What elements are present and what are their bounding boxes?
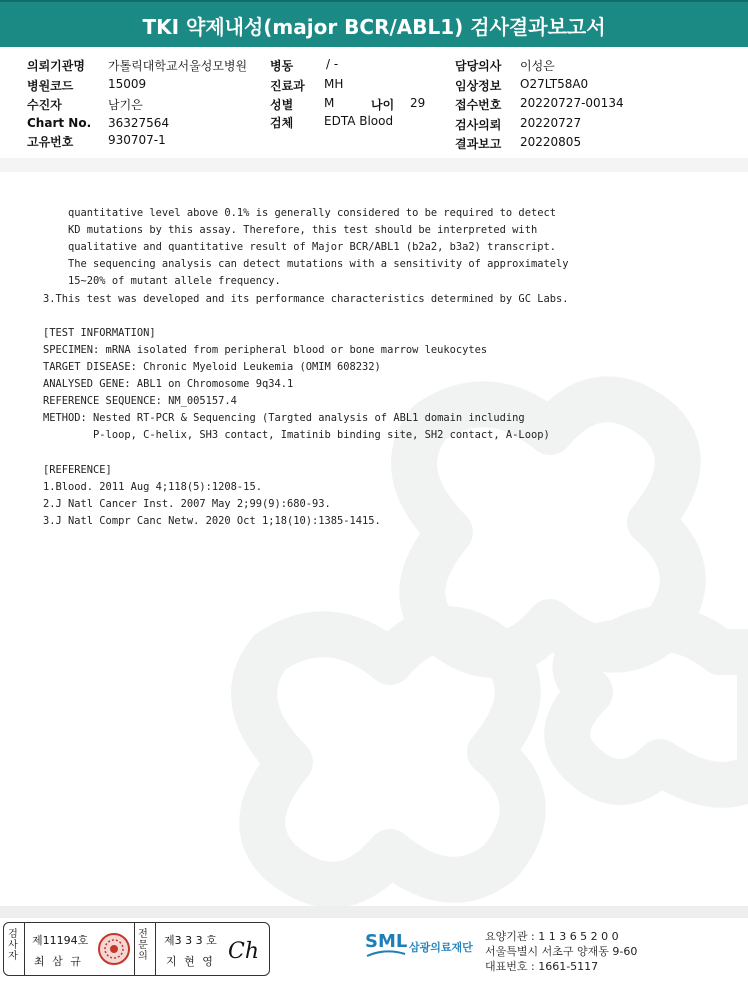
patient-info-panel	[0, 47, 748, 167]
value-department: MH	[324, 77, 344, 91]
label-receipt-no: 접수번호	[455, 98, 502, 112]
report-line: 1.Blood. 2011 Aug 4;118(5):1208-15.	[43, 480, 262, 493]
footer-divider	[0, 906, 748, 918]
label-unique-no: 고유번호	[27, 135, 74, 149]
value-requesting-institution: 가톨릭대학교서울성모병원	[108, 59, 248, 73]
label-clinical-info: 임상정보	[455, 79, 502, 93]
report-line: qualitative and quantitative result of Major BCR/ABL1 (b2a2, b3a2) transcript.	[43, 241, 556, 254]
label-department: 진료과	[270, 79, 305, 93]
specialist-name: 지 현 영	[166, 955, 215, 968]
report-line: METHOD: Nested RT-PCR & Sequencing (Targted analysis of ABL1 domain including	[43, 412, 525, 425]
org-address: 서울특별시 서초구 양재동 9-60	[485, 945, 638, 958]
report-body	[0, 172, 748, 907]
value-clinical-info: O27LT58A0	[520, 77, 589, 91]
value-unique-no: 930707-1	[108, 133, 166, 147]
report-line: [REFERENCE]	[43, 463, 112, 476]
value-report-date: 20220805	[520, 135, 582, 149]
seal-stamp	[96, 931, 132, 967]
report-line: 3.J Natl Compr Canc Netw. 2020 Oct 1;18(10):1385-1415.	[43, 514, 381, 527]
report-line: SPECIMEN: mRNA isolated from peripheral blood or bone marrow leukocytes	[43, 343, 488, 356]
specialist-label: 전 문 의	[138, 929, 148, 962]
label-sex: 성별	[270, 98, 294, 112]
report-line: quantitative level above 0.1% is generally considered to be required to detect	[43, 207, 556, 219]
report-line: KD mutations by this assay. Therefore, this test should be interpreted with	[43, 224, 538, 237]
label-ward: 병동	[270, 59, 294, 73]
signature-box	[3, 922, 270, 976]
signature-separator	[155, 923, 156, 975]
label-specimen: 검체	[270, 116, 294, 130]
report-title: TKI 약제내성(major BCR/ABL1) 검사결과보고서	[0, 0, 748, 49]
examiner-label: 검 사 자	[8, 929, 18, 962]
value-age: 29	[410, 96, 426, 110]
value-receipt-no: 20220727-00134	[520, 96, 624, 110]
examiner-license-no: 제11194호	[32, 934, 89, 947]
value-ward: / -	[326, 57, 339, 71]
report-line: P-loop, C-helix, SH3 contact, Imatinib binding site, SH2 contact, A-Loop)	[43, 429, 550, 442]
org-name: 삼광의료재단	[409, 941, 473, 954]
label-requesting-institution: 의뢰기관명	[27, 59, 85, 73]
label-doctor: 담당의사	[455, 59, 502, 73]
specialist-license-no: 제3 3 3 호	[164, 934, 217, 947]
label-patient: 수진자	[27, 98, 62, 112]
label-chart-no: Chart No.	[27, 116, 92, 130]
examiner-name: 최 삼 규	[34, 955, 83, 968]
org-phone: 대표번호 : 1661-5117	[485, 960, 599, 973]
label-age: 나이	[371, 98, 395, 112]
value-request-date: 20220727	[520, 116, 582, 130]
value-chart-no: 36327564	[108, 116, 170, 130]
sml-mark: SML	[365, 931, 408, 952]
signature-separator	[134, 923, 135, 975]
value-doctor: 이성은	[520, 59, 555, 73]
report-line: The sequencing analysis can detect mutations with a sensitivity of approximately	[43, 258, 569, 271]
label-report-date: 결과보고	[455, 137, 502, 151]
report-line: [TEST INFORMATION]	[43, 326, 156, 339]
footer	[0, 918, 748, 984]
report-line: 3.This test was developed and its performance characteristics determined by GC Labs.	[43, 292, 569, 305]
report-line: TARGET DISEASE: Chronic Myeloid Leukemia (OMIM 608232)	[43, 360, 381, 373]
report-line: 15~20% of mutant allele frequency.	[43, 275, 281, 288]
label-hospital-code: 병원코드	[27, 79, 74, 93]
value-hospital-code: 15009	[108, 77, 147, 91]
report-line: ANALYSED GENE: ABL1 on Chromosome 9q34.1	[43, 378, 294, 390]
label-request-date: 검사의뢰	[455, 118, 502, 132]
report-line: REFERENCE SEQUENCE: NM_005157.4	[43, 395, 237, 408]
value-specimen: EDTA Blood	[324, 114, 394, 128]
value-patient: 남기은	[108, 98, 143, 112]
signature: Ch	[228, 939, 260, 964]
report-line: 2.J Natl Cancer Inst. 2007 May 2;99(9):680-93.	[43, 497, 331, 510]
value-sex: M	[324, 96, 335, 110]
signature-separator	[24, 923, 25, 975]
org-code: 요양기관 : 1 1 3 6 5 2 0 0	[485, 930, 619, 943]
section-divider	[0, 158, 748, 172]
